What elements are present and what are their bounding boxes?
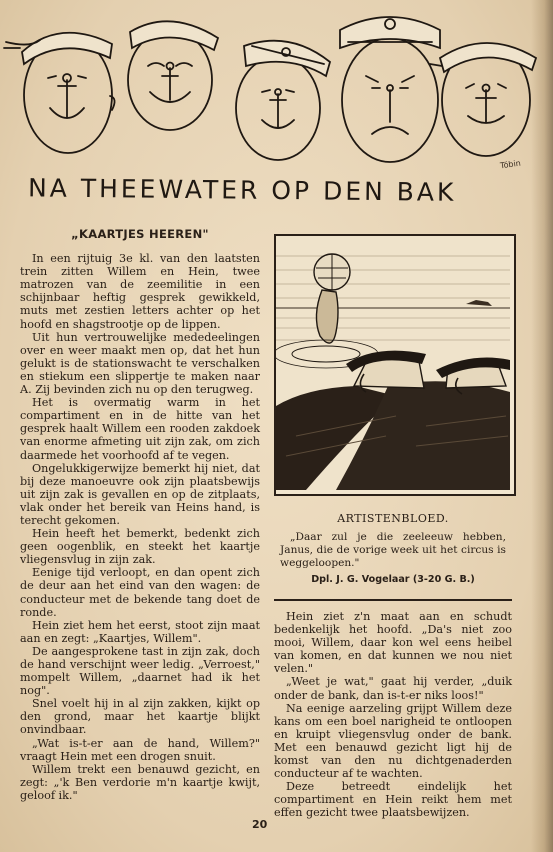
sailor-face-1 — [4, 33, 115, 153]
artist-signature: Tóbin — [499, 158, 522, 171]
sailor-face-2 — [128, 21, 218, 130]
sailor-face-4 — [340, 17, 440, 162]
cartoon-caption: „Daar zul je die zeeleeuw hebben, Janus, die de vorige week uit het circus is weggeloopen." — [280, 531, 506, 569]
sailor-faces-illustration — [0, 0, 553, 200]
cartoon-drawing — [276, 236, 510, 490]
story-paragraph: Eenige tijd verloopt, en dan opent zich de deur aan het eind van den wagen: de conducteur met de bekende tang doet de ronde. — [20, 566, 260, 619]
cartoon-illustration — [274, 234, 516, 496]
story-paragraph: De aangesprokene tast in zijn zak, doch de hand verschijnt weer ledig. „Verroest," mompelt Willem, „daarnet had ik het nog". — [20, 644, 260, 698]
story-paragraph: Snel voelt hij in al zijn zakken, kijkt op den grond, maar het kaartje blijkt onvindbaar. — [20, 697, 260, 737]
story-paragraph: Deze betreedt eindelijk het compartiment en Hein reikt hem met effen gezicht twee plaatsbewijzen. — [274, 780, 512, 820]
story-paragraph: Ongelukkigerwijze bemerkt hij niet, dat bij deze manoeuvre ook zijn plaatsbewijs uit zijn zak is gevallen en op de zitplaats, vlak onder het bereik van Heins hand, is terecht gekomen. — [20, 461, 260, 527]
column-divider — [274, 599, 512, 601]
story-paragraph: Hein ziet z'n maat aan en schudt bedenkelijk het hoofd. „Da's niet zoo mooi, Willem, daar kon wel eens heibel van komen, en dat kunnen we nou niet velen." — [274, 610, 512, 676]
story-paragraph: In een rijtuig 3e kl. van den laatsten trein zitten Willem en Hein, twee matrozen van de zeemilitie in een schijnbaar heftig gesprek gewikkeld, muts met zestien letters achter op het hoofd en shagstrootje op de lippen. — [20, 252, 260, 331]
cartoon-caption-box — [274, 512, 512, 586]
story-column-right — [274, 610, 512, 820]
story-paragraph: Uit hun vertrouwelijke mededeelingen over en weer maakt men op, dat het hun gelukt is de stationswacht te verschalken en stiekum een slippertje te maken naar A. Zij bevinden zich nu op den terugweg. — [20, 330, 260, 397]
story-paragraph: Hein heeft het bemerkt, bedenkt zich geen oogenblik, en steekt het kaartje vliegensvlug in zijn zak. — [20, 527, 260, 567]
sailor-face-5 — [430, 43, 536, 156]
story-paragraph: Het is overmatig warm in het compartiment en in de hitte van het gesprek haalt Willem een rooden zakdoek van enorme afmeting uit zijn zak, om zich daarmede het voorhoofd af te vegen. — [20, 396, 260, 462]
cartoon-title: ARTISTENBLOED. — [337, 512, 449, 525]
sailor-face-3 — [236, 41, 330, 160]
story-column-left — [20, 228, 260, 802]
page-headline: NA THEEWATER OP DEN BAK — [27, 173, 457, 207]
story-paragraph: „Weet je wat," gaat hij verder, „duik onder de bank, dan is-t-er niks loos!" — [274, 675, 512, 702]
page-number: 20 — [252, 818, 268, 831]
story-paragraph: Willem trekt een benauwd gezicht, en zegt: „'k Ben verdorie m'n kaartje kwijt, geloof ik." — [20, 762, 260, 802]
story-paragraph: „Wat is-t-er aan de hand, Willem?" vraagt Hein met een drogen snuit. — [20, 736, 260, 763]
story-title: „KAARTJES HEEREN" — [71, 227, 209, 241]
story-paragraph: Na eenige aarzeling grijpt Willem deze kans om een boel narigheid te ontloopen en kruipt vliegensvlug onder de bank. Met een benauwd gezicht ligt hij de komst van den nu dichtgenaderden conducteur af te wachten. — [274, 701, 512, 781]
story-paragraph: Hein ziet hem het eerst, stoot zijn maat aan en zegt: „Kaartjes, Willem". — [20, 618, 260, 645]
cartoon-credit: Dpl. J. G. Vogelaar (3-20 G. B.) — [311, 574, 475, 585]
